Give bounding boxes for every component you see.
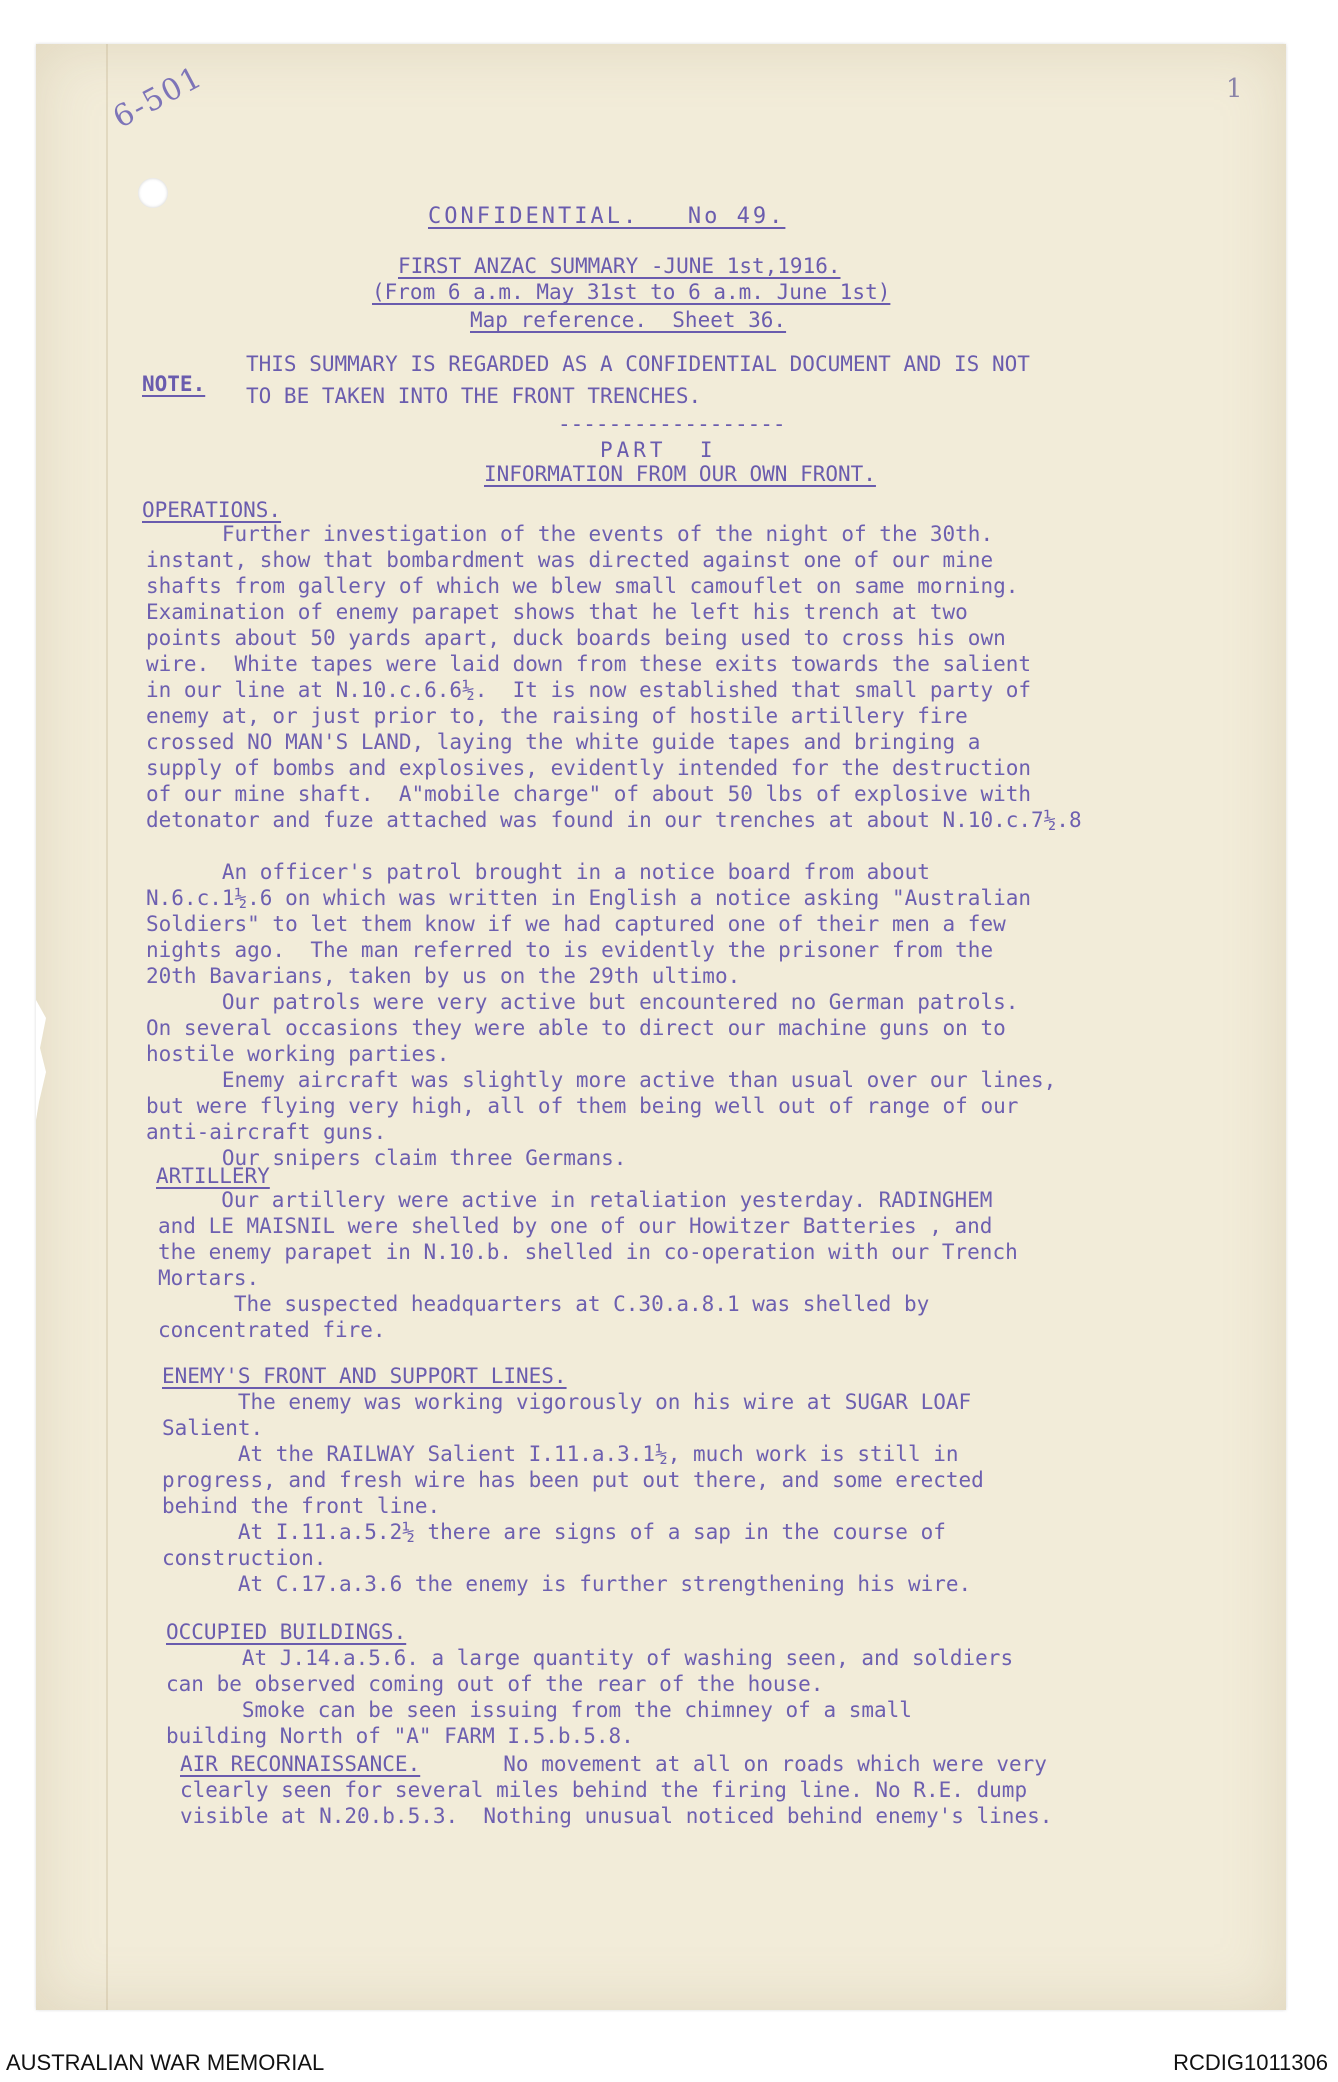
note-divider: ------------------ — [558, 412, 786, 436]
part-subtitle: INFORMATION FROM OUR OWN FRONT. — [484, 462, 876, 486]
operations-line: of our mine shaft. A"mobile charge" of about 50 lbs of explosive with — [146, 782, 1032, 806]
buildings-line: building North of "A" FARM I.5.b.5.8. — [166, 1724, 634, 1748]
operations-line: Further investigation of the events of the night of the 30th. — [146, 522, 994, 546]
enemy-lines-line: At the RAILWAY Salient I.11.a.3.1½, much work is still in — [162, 1442, 959, 1466]
operations-line: Our patrols were very active but encountered no German patrols. — [146, 990, 1019, 1014]
operations-line: On several occasions they were able to direct our machine guns on to — [146, 1016, 1006, 1040]
note-label: NOTE. — [142, 372, 206, 396]
operations-line: wire. White tapes were laid down from these exits towards the salient — [146, 652, 1032, 676]
artillery-line: concentrated fire. — [158, 1318, 386, 1342]
artillery-line: the enemy parapet in N.10.b. shelled in co-operation with our Trench — [158, 1240, 1018, 1264]
buildings-heading: OCCUPIED BUILDINGS. — [166, 1620, 407, 1644]
artillery-line: The suspected headquarters at C.30.a.8.1 was shelled by — [158, 1292, 930, 1316]
operations-line: but were flying very high, all of them being well out of range of our — [146, 1094, 1019, 1118]
buildings-line: Smoke can be seen issuing from the chimney of a small — [166, 1698, 912, 1722]
handwritten-reference: 6-501 — [107, 59, 210, 136]
enemy-lines-line: Salient. — [162, 1416, 264, 1440]
operations-line: crossed NO MAN'S LAND, laying the white guide tapes and bringing a — [146, 730, 981, 754]
artillery-line: Mortars. — [158, 1266, 260, 1290]
operations-line: N.6.c.1½.6 on which was written in English a notice asking "Australian — [146, 886, 1032, 910]
operations-line: Examination of enemy parapet shows that he left his trench at two — [146, 600, 968, 624]
air-heading: AIR RECONNAISSANCE. — [180, 1752, 421, 1776]
note-line-1: THIS SUMMARY IS REGARDED AS A CONFIDENTIAL DOCUMENT AND IS NOT — [246, 352, 1030, 376]
air-line: visible at N.20.b.5.3. Nothing unusual noticed behind enemy's lines. — [180, 1804, 1053, 1828]
enemy-lines-line: The enemy was working vigorously on his wire at SUGAR LOAF — [162, 1390, 972, 1414]
page-number: 1 — [1226, 74, 1243, 104]
operations-line: nights ago. The man referred to is evidently the prisoner from the — [146, 938, 994, 962]
operations-heading: OPERATIONS. — [142, 498, 282, 522]
punch-hole — [138, 178, 168, 208]
note-line-2: TO BE TAKEN INTO THE FRONT TRENCHES. — [246, 384, 702, 408]
air-first-line: No movement at all on roads which were very — [478, 1752, 1047, 1776]
artillery-heading: ARTILLERY — [156, 1164, 270, 1188]
operations-line: supply of bombs and explosives, evidently intended for the destruction — [146, 756, 1032, 780]
operations-line: shafts from gallery of which we blew small camouflet on same morning. — [146, 574, 1019, 598]
operations-line: Our snipers claim three Germans. — [146, 1146, 627, 1170]
operations-line: in our line at N.10.c.6.6½. It is now established that small party of — [146, 678, 1032, 702]
summary-period: (From 6 a.m. May 31st to 6 a.m. June 1st) — [372, 280, 891, 304]
artillery-line: Our artillery were active in retaliation yesterday. RADINGHEM — [158, 1188, 993, 1212]
enemy-lines-line: At C.17.a.3.6 the enemy is further strengthening his wire. — [162, 1572, 972, 1596]
part-label: PART I — [600, 438, 717, 462]
document-title: CONFIDENTIAL. No 49. — [428, 204, 786, 229]
operations-line: Enemy aircraft was slightly more active than usual over our lines, — [146, 1068, 1057, 1092]
artillery-line: and LE MAISNIL were shelled by one of our Howitzer Batteries , and — [158, 1214, 993, 1238]
operations-line: enemy at, or just prior to, the raising of hostile artillery fire — [146, 704, 968, 728]
buildings-line: At J.14.a.5.6. a large quantity of washing seen, and soldiers — [166, 1646, 1014, 1670]
map-reference: Map reference. Sheet 36. — [470, 308, 787, 332]
operations-line: Soldiers" to let them know if we had captured one of their men a few — [146, 912, 1006, 936]
buildings-line: can be observed coming out of the rear of the house. — [166, 1672, 824, 1696]
operations-line: hostile working parties. — [146, 1042, 450, 1066]
operations-line: instant, show that bombardment was directed against one of our mine — [146, 548, 994, 572]
enemy-lines-line: behind the front line. — [162, 1494, 441, 1518]
enemy-lines-line: progress, and fresh wire has been put out there, and some erected — [162, 1468, 984, 1492]
footer-record-id: RCDIG1011306 — [1173, 2050, 1328, 2075]
enemy-lines-line: At I.11.a.5.2½ there are signs of a sap in the course of — [162, 1520, 946, 1544]
enemy-lines-line: construction. — [162, 1546, 327, 1570]
enemy-lines-heading: ENEMY'S FRONT AND SUPPORT LINES. — [162, 1364, 567, 1388]
operations-line: points about 50 yards apart, duck boards being used to cross his own — [146, 626, 1006, 650]
operations-line: 20th Bavarians, taken by us on the 29th ultimo. — [146, 964, 741, 988]
air-line: clearly seen for several miles behind the firing line. No R.E. dump — [180, 1778, 1028, 1802]
operations-line: anti-aircraft guns. — [146, 1120, 387, 1144]
operations-line: detonator and fuze attached was found in our trenches at about N.10.c.7½.8 — [146, 808, 1082, 832]
operations-line: An officer's patrol brought in a notice board from about — [146, 860, 930, 884]
summary-title: FIRST ANZAC SUMMARY -JUNE 1st,1916. — [398, 254, 841, 278]
sheet-fold-line — [106, 44, 108, 2010]
footer-archive-name: AUSTRALIAN WAR MEMORIAL — [6, 2050, 325, 2075]
